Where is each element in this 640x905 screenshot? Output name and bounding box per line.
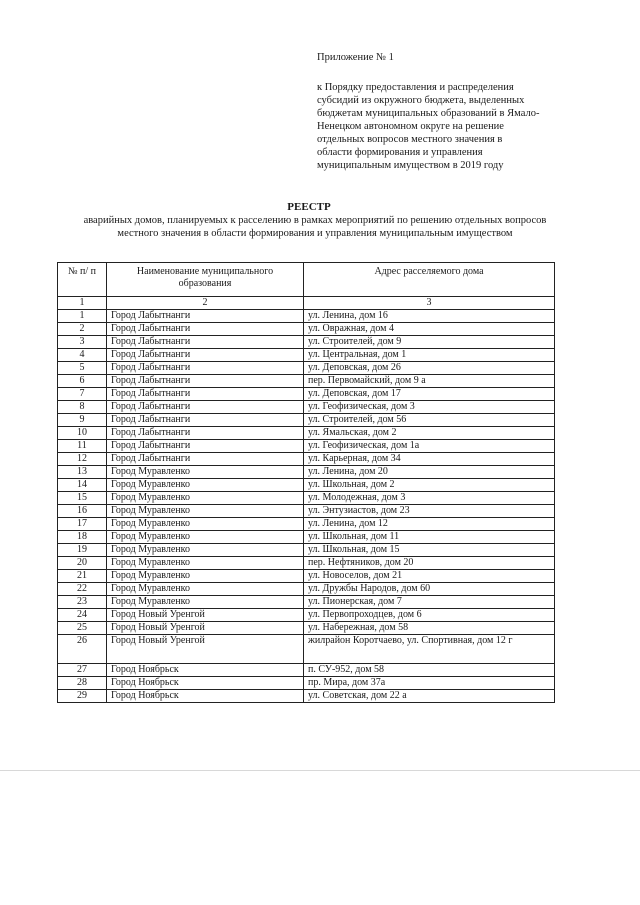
row-address: ул. Карьерная, дом 34 bbox=[304, 453, 555, 466]
row-number: 20 bbox=[58, 557, 107, 570]
row-municipality: Город Лабытнанги bbox=[107, 336, 304, 349]
table-row bbox=[58, 583, 555, 596]
row-number: 1 bbox=[58, 310, 107, 323]
row-municipality: Город Лабытнанги bbox=[107, 362, 304, 375]
table-row bbox=[58, 440, 555, 453]
row-municipality: Город Лабытнанги bbox=[107, 414, 304, 427]
row-number: 4 bbox=[58, 349, 107, 362]
table-row bbox=[58, 375, 555, 388]
row-municipality: Город Муравленко bbox=[107, 583, 304, 596]
row-municipality: Город Лабытнанги bbox=[107, 427, 304, 440]
row-address: ул. Пионерская, дом 7 bbox=[304, 596, 555, 609]
table-row bbox=[58, 677, 555, 690]
row-number: 28 bbox=[58, 677, 107, 690]
row-municipality: Город Муравленко bbox=[107, 466, 304, 479]
table-row bbox=[58, 505, 555, 518]
row-municipality: Город Лабытнанги bbox=[107, 440, 304, 453]
appendix-block bbox=[317, 51, 572, 172]
header-municipality: Наименование муниципального образования bbox=[107, 263, 304, 297]
header-address: Адрес расселяемого дома bbox=[304, 263, 555, 297]
table-row bbox=[58, 427, 555, 440]
table-row bbox=[58, 414, 555, 427]
row-number: 16 bbox=[58, 505, 107, 518]
row-municipality: Город Лабытнанги bbox=[107, 453, 304, 466]
registry-title: РЕЕСТР bbox=[287, 201, 331, 213]
row-municipality: Город Ноябрьск bbox=[107, 664, 304, 677]
table-body bbox=[58, 297, 555, 703]
row-number: 9 bbox=[58, 414, 107, 427]
table-row bbox=[58, 492, 555, 505]
row-address: ул. Молодежная, дом 3 bbox=[304, 492, 555, 505]
row-number: 11 bbox=[58, 440, 107, 453]
row-address: ул. Ленина, дом 20 bbox=[304, 466, 555, 479]
row-address: ул. Строителей, дом 56 bbox=[304, 414, 555, 427]
table-row bbox=[58, 635, 555, 664]
column-number-2: 2 bbox=[107, 297, 304, 310]
table-row bbox=[58, 622, 555, 635]
row-municipality: Город Муравленко bbox=[107, 531, 304, 544]
row-number: 3 bbox=[58, 336, 107, 349]
row-number: 13 bbox=[58, 466, 107, 479]
row-municipality: Город Муравленко bbox=[107, 544, 304, 557]
row-address: ул. Деповская, дом 26 bbox=[304, 362, 555, 375]
row-municipality: Город Муравленко bbox=[107, 479, 304, 492]
table-row bbox=[58, 690, 555, 703]
table-row bbox=[58, 336, 555, 349]
row-number: 17 bbox=[58, 518, 107, 531]
table-row bbox=[58, 518, 555, 531]
blank-area bbox=[0, 770, 640, 905]
row-address: ул. Овражная, дом 4 bbox=[304, 323, 555, 336]
row-municipality: Город Лабытнанги bbox=[107, 388, 304, 401]
column-number-1: 1 bbox=[58, 297, 107, 310]
table-row bbox=[58, 362, 555, 375]
row-municipality: Город Лабытнанги bbox=[107, 323, 304, 336]
row-address: п. СУ-952, дом 58 bbox=[304, 664, 555, 677]
row-municipality: Город Лабытнанги bbox=[107, 310, 304, 323]
table-row bbox=[58, 609, 555, 622]
row-number: 14 bbox=[58, 479, 107, 492]
row-municipality: Город Ноябрьск bbox=[107, 677, 304, 690]
row-number: 27 bbox=[58, 664, 107, 677]
table-header-row bbox=[58, 263, 555, 297]
column-number-3: 3 bbox=[304, 297, 555, 310]
row-address: пер. Первомайский, дом 9 а bbox=[304, 375, 555, 388]
row-municipality: Город Ноябрьск bbox=[107, 690, 304, 703]
row-municipality: Город Муравленко bbox=[107, 505, 304, 518]
row-address: ул. Дружбы Народов, дом 60 bbox=[304, 583, 555, 596]
table-row bbox=[58, 664, 555, 677]
table-row bbox=[58, 570, 555, 583]
row-number: 2 bbox=[58, 323, 107, 336]
row-address: пр. Мира, дом 37а bbox=[304, 677, 555, 690]
row-municipality: Город Лабытнанги bbox=[107, 375, 304, 388]
table-row bbox=[58, 531, 555, 544]
row-number: 12 bbox=[58, 453, 107, 466]
row-address: жилрайон Коротчаево, ул. Спортивная, дом 12 г bbox=[304, 635, 555, 664]
row-number: 26 bbox=[58, 635, 107, 664]
header-number: № п/ п bbox=[58, 263, 107, 297]
row-address: ул. Школьная, дом 11 bbox=[304, 531, 555, 544]
row-municipality: Город Новый Уренгой bbox=[107, 622, 304, 635]
table-row bbox=[58, 453, 555, 466]
row-municipality: Город Муравленко bbox=[107, 570, 304, 583]
row-number: 25 bbox=[58, 622, 107, 635]
row-address: ул. Деповская, дом 17 bbox=[304, 388, 555, 401]
row-number: 29 bbox=[58, 690, 107, 703]
table-row bbox=[58, 479, 555, 492]
column-numbers-row bbox=[58, 297, 555, 310]
table-row bbox=[58, 388, 555, 401]
row-number: 7 bbox=[58, 388, 107, 401]
registry-table bbox=[57, 262, 555, 703]
row-number: 19 bbox=[58, 544, 107, 557]
row-number: 10 bbox=[58, 427, 107, 440]
row-number: 23 bbox=[58, 596, 107, 609]
row-number: 22 bbox=[58, 583, 107, 596]
row-address: ул. Центральная, дом 1 bbox=[304, 349, 555, 362]
row-number: 15 bbox=[58, 492, 107, 505]
row-number: 24 bbox=[58, 609, 107, 622]
row-address: ул. Школьная, дом 2 bbox=[304, 479, 555, 492]
row-address: ул. Геофизическая, дом 3 bbox=[304, 401, 555, 414]
table-row bbox=[58, 349, 555, 362]
row-number: 6 bbox=[58, 375, 107, 388]
table-row bbox=[58, 466, 555, 479]
row-number: 8 bbox=[58, 401, 107, 414]
row-number: 5 bbox=[58, 362, 107, 375]
registry-subtitle: аварийных домов, планируемых к расселению в рамках мероприятий по решению отдельных вопросов местного значения в области формирования и управления муниципальным имуществом bbox=[83, 215, 547, 239]
table-row bbox=[58, 323, 555, 336]
row-address: ул. Ленина, дом 16 bbox=[304, 310, 555, 323]
row-municipality: Город Новый Уренгой bbox=[107, 635, 304, 664]
row-municipality: Город Лабытнанги bbox=[107, 401, 304, 414]
row-municipality: Город Муравленко bbox=[107, 596, 304, 609]
table-row bbox=[58, 557, 555, 570]
row-address: ул. Ленина, дом 12 bbox=[304, 518, 555, 531]
row-municipality: Город Лабытнанги bbox=[107, 349, 304, 362]
row-address: ул. Ямальская, дом 2 bbox=[304, 427, 555, 440]
row-address: ул. Строителей, дом 9 bbox=[304, 336, 555, 349]
row-address: ул. Школьная, дом 15 bbox=[304, 544, 555, 557]
table-row bbox=[58, 401, 555, 414]
appendix-title: Приложение № 1 bbox=[317, 52, 394, 63]
row-address: ул. Новоселов, дом 21 bbox=[304, 570, 555, 583]
row-municipality: Город Муравленко bbox=[107, 557, 304, 570]
row-address: ул. Первопроходцев, дом 6 bbox=[304, 609, 555, 622]
row-municipality: Город Новый Уренгой bbox=[107, 609, 304, 622]
row-address: ул. Советская, дом 22 а bbox=[304, 690, 555, 703]
row-number: 18 bbox=[58, 531, 107, 544]
row-number: 21 bbox=[58, 570, 107, 583]
table-row bbox=[58, 544, 555, 557]
row-municipality: Город Муравленко bbox=[107, 492, 304, 505]
row-address: ул. Геофизическая, дом 1а bbox=[304, 440, 555, 453]
row-address: ул. Набережная, дом 58 bbox=[304, 622, 555, 635]
row-address: пер. Нефтяников, дом 20 bbox=[304, 557, 555, 570]
row-address: ул. Энтузиастов, дом 23 bbox=[304, 505, 555, 518]
row-municipality: Город Муравленко bbox=[107, 518, 304, 531]
appendix-body: к Порядку предоставления и распределения субсидий из окружного бюджета, выделенных бюджетам муниципальных образований в Ямало- Ненецком автономном округе на решение отдельных вопросов местного значения в области формирования и управления муниципальным имуществом в 2019 году bbox=[317, 82, 540, 171]
table-row bbox=[58, 596, 555, 609]
table-row bbox=[58, 310, 555, 323]
